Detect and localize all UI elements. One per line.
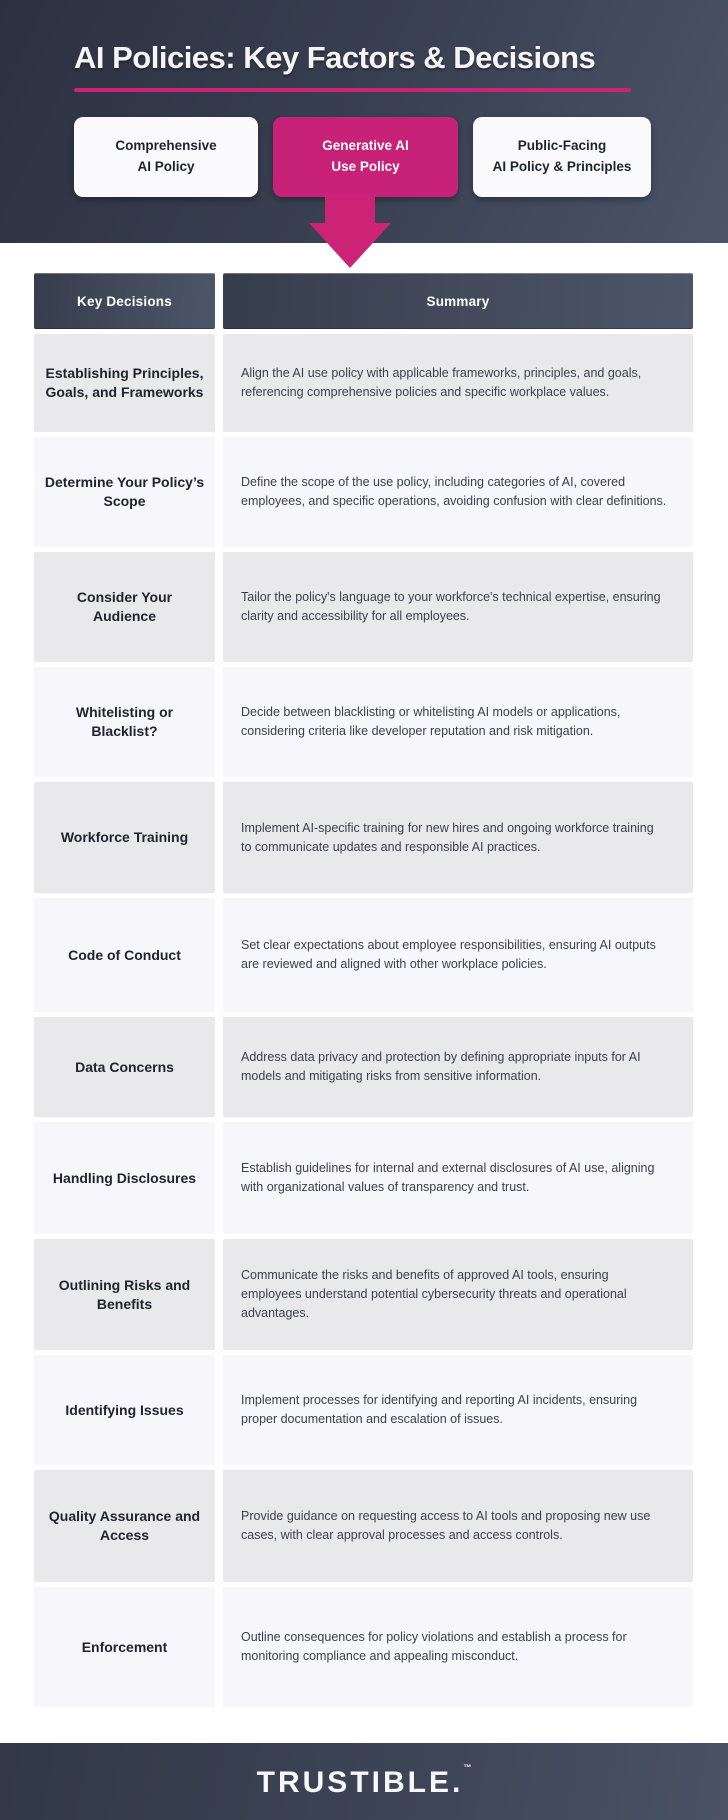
decision-cell: Determine Your Policy’s Scope [34, 437, 215, 547]
summary-cell: Establish guidelines for internal and external disclosures of AI use, aligning with organizational values of transparency and trust. [223, 1122, 693, 1234]
summary-cell: Implement processes for identifying and reporting AI incidents, ensuring proper documentation and escalation of issues. [223, 1355, 693, 1465]
decision-cell: Establishing Principles, Goals, and Frameworks [34, 334, 215, 432]
decision-cell: Workforce Training [34, 782, 215, 893]
down-arrow-icon [309, 195, 391, 268]
summary-cell: Tailor the policy's language to your workforce's technical expertise, ensuring clarity and accessibility for all employees. [223, 552, 693, 662]
decision-table [34, 273, 693, 1707]
policy-cards [74, 117, 651, 197]
summary-cell: Provide guidance on requesting access to AI tools and proposing new use cases, with clear approval processes and access controls. [223, 1470, 693, 1582]
card-public-facing-ai-policy [473, 117, 651, 197]
page-title: AI Policies: Key Factors & Decisions [74, 40, 596, 75]
decision-cell: Identifying Issues [34, 1355, 215, 1465]
summary-cell: Set clear expectations about employee responsibilities, ensuring AI outputs are reviewed and aligned with other workplace policies. [223, 898, 693, 1012]
decision-cell: Outlining Risks and Benefits [34, 1239, 215, 1350]
decision-cell: Handling Disclosures [34, 1122, 215, 1234]
card-label-line: AI Policy & Principles [492, 159, 632, 174]
summary-cell: Outline consequences for policy violations and establish a process for monitoring compliance and appealing misconduct. [223, 1587, 693, 1707]
decision-cell: Data Concerns [34, 1017, 215, 1117]
summary-cell: Define the scope of the use policy, including categories of AI, covered employees, and specific operations, avoiding confusion with clear definitions. [223, 437, 693, 547]
card-label-line: Use Policy [331, 159, 400, 174]
column-header-key-decisions: Key Decisions [34, 273, 215, 329]
summary-cell: Decide between blacklisting or whitelisting AI models or applications, considering criteria like developer reputation and risk mitigation. [223, 667, 693, 777]
card-label-line: Public-Facing [517, 138, 607, 154]
decision-cell: Quality Assurance and Access [34, 1470, 215, 1582]
card-label-line: Generative AI [322, 138, 409, 154]
decision-cell: Enforcement [34, 1587, 215, 1707]
summary-cell: Address data privacy and protection by defining appropriate inputs for AI models and mitigating risks from sensitive information. [223, 1017, 693, 1117]
decision-cell: Whitelisting or Blacklist? [34, 667, 215, 777]
summary-cell: Align the AI use policy with applicable frameworks, principles, and goals, referencing comprehensive policies and specific workplace values. [223, 334, 693, 432]
title-underline [74, 88, 631, 92]
trustible-logo [257, 1763, 472, 1800]
decision-cell: Consider Your Audience [34, 552, 215, 662]
summary-cell: Communicate the risks and benefits of approved AI tools, ensuring employees understand potential cybersecurity threats and operational advantages. [223, 1239, 693, 1350]
footer-band [0, 1743, 728, 1820]
column-header-summary: Summary [223, 273, 693, 329]
decision-cell: Code of Conduct [34, 898, 215, 1012]
trademark-symbol: ™ [463, 1763, 472, 1772]
card-generative-ai-use-policy [273, 117, 458, 197]
card-label-line: AI Policy [137, 159, 195, 174]
summary-cell: Implement AI-specific training for new hires and ongoing workforce training to communicate updates and responsible AI practices. [223, 782, 693, 893]
logo-text: TRUSTIBLE. [256, 1766, 464, 1799]
card-comprehensive-ai-policy [74, 117, 258, 197]
card-label-line: Comprehensive [115, 138, 217, 154]
